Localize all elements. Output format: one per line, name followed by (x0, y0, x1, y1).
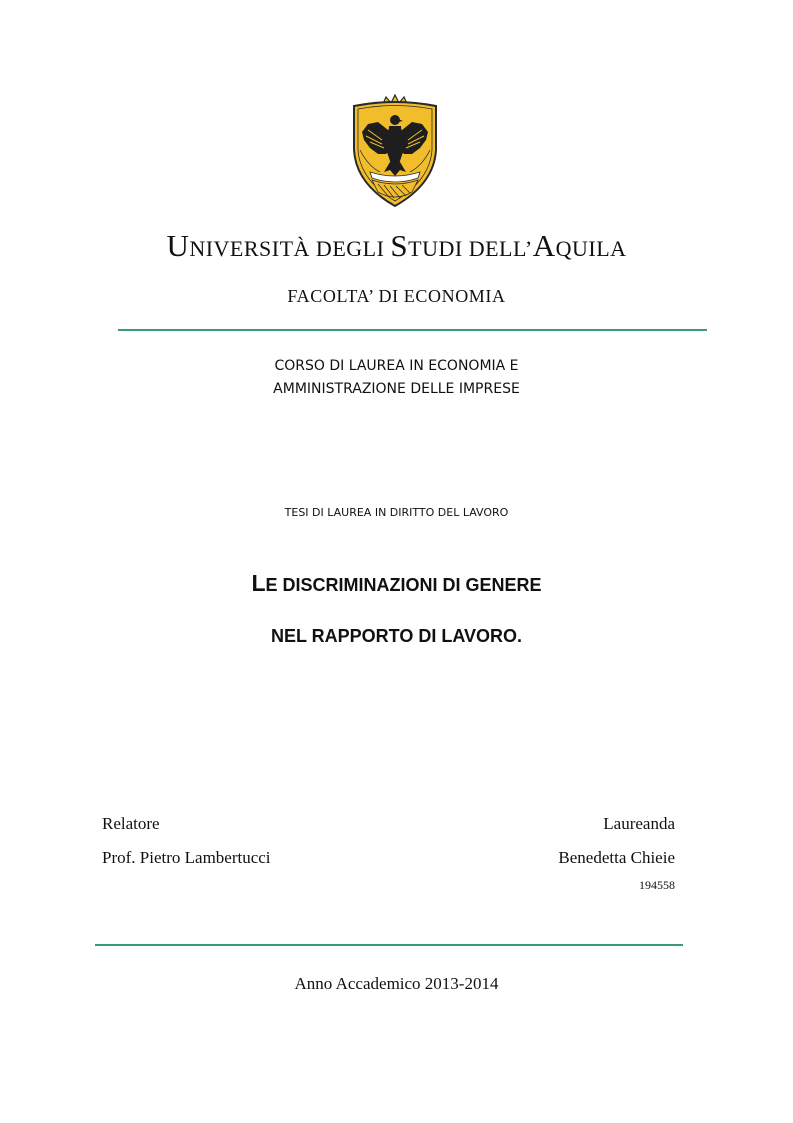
thesis-title-line-1 (0, 570, 793, 597)
footer-divider (95, 944, 683, 946)
header-divider (118, 329, 707, 331)
university-crest-logo (348, 92, 442, 210)
university-name (0, 228, 793, 264)
thesis-type: TESI DI LAUREA IN DIRITTO DEL LAVORO (284, 506, 509, 519)
university-name-part-2: TUDI DELL’ (408, 236, 533, 261)
academic-year: Anno Accademico 2013-2014 (294, 974, 499, 993)
candidate-name: Benedetta Chieie (558, 848, 675, 867)
supervisor-name: Prof. Pietro Lambertucci (102, 848, 271, 867)
university-name-part-3: QUILA (555, 236, 627, 261)
degree-course-line-2: AMMINISTRAZIONE DELLE IMPRESE (273, 381, 520, 397)
university-name-part-1: NIVERSITÀ DEGLI (189, 236, 391, 261)
supervisor-label: Relatore (102, 814, 160, 833)
university-name-initial-3: A (532, 228, 556, 263)
university-name-initial-1: U (166, 228, 190, 263)
degree-course (0, 355, 793, 401)
thesis-title-initial: L (251, 570, 266, 596)
university-name-initial-2: S (390, 228, 409, 263)
degree-course-line-1: CORSO DI LAUREA IN ECONOMIA E (274, 358, 519, 374)
thesis-title-line-2: NEL RAPPORTO DI LAVORO. (270, 626, 523, 646)
candidate-student-id: 194558 (639, 878, 675, 892)
thesis-title-line-1-rest: E DISCRIMINAZIONI DI GENERE (265, 575, 542, 595)
candidate-label: Laureanda (603, 814, 675, 833)
faculty-name: FACOLTA’ DI ECONOMIA (287, 286, 506, 306)
